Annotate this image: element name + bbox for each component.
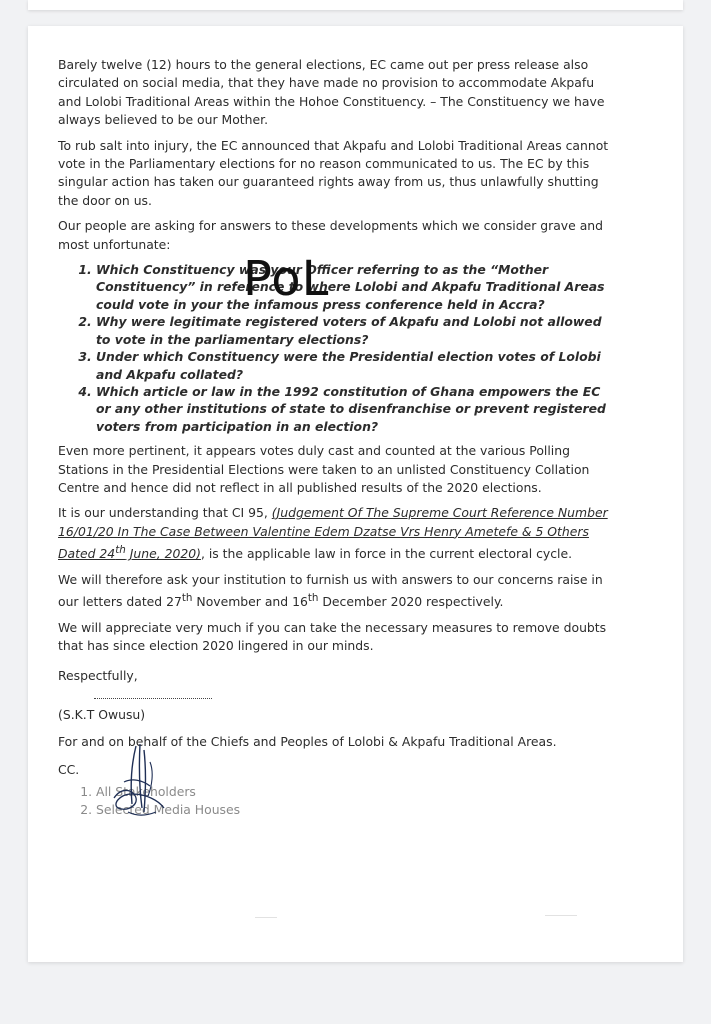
question-item: 4. Which article or law in the 1992 constitution of Ghana empowers the EC or any other institutions of state to disenfranchise or prevent registered voters from participation in an election? [96, 383, 610, 435]
paragraph-collation: Even more pertinent, it appears votes duly cast and counted at the various Polling Stations in the Presidential Elections were taken to an unlisted Constituency Collation Centre and hence did not reflect in all published results of the 2020 elections. [58, 443, 590, 495]
pol-watermark: PoL [243, 251, 330, 307]
paragraph-press-release: Barely twelve (12) hours to the general elections, EC came out per press release also circulated on social media, that they have made no provision to accommodate Akpafu and Lolobi Traditional Areas within the Hohoe Constituency. – The Constituency we have always believed to be our Mother. [58, 57, 605, 128]
signatory-name: (S.K.T Owusu) [58, 706, 146, 722]
question-item: 1. Which Constituency was your Officer referring to as the “Mother Constituency” in reference to where Lolobi and Akpafu Traditional Areas could vote in your the infamous press conference held in Accra? [96, 261, 610, 313]
handwritten-signature [106, 742, 168, 820]
paragraph-furnish-answers: We will therefore ask your institution to furnish us with answers to our concerns raise in our letters dated 27th November and 16th December 2020 respectively. [58, 571, 603, 610]
court-reference: (Judgement Of The Supreme Court Reference Number 16/01/20 In The Case Between Valentine Edem Dzatse Vrs Henry Ametefe & 5 Others Dated 24th June, 2020) [58, 505, 608, 562]
cc-item: 1. All Stakeholders [96, 783, 610, 801]
question-item: 2. Why were legitimate registered voters of Akpafu and Lolobi not allowed to vote in the parliamentary elections? [96, 313, 610, 348]
closing: Respectfully, [58, 668, 138, 684]
signature-line [94, 686, 610, 698]
paragraph-parliamentary-vote: To rub salt into injury, the EC announced that Akpafu and Lolobi Traditional Areas cannot vote in the Parliamentary elections for no reason communicated to us. The EC by this singular action has taken our guaranteed rights away from us, thus unlawfully shutting the door on us. [58, 137, 609, 208]
paragraph-ci95: It is our understanding that CI 95, (Judgement Of The Supreme Court Reference Number 16/01/20 In The Case Between Valentine Edem Dzatse Vrs Henry Ametefe & 5 Others Dated 24th June, 2020), is the applicable law in force in the current electoral cycle. [58, 505, 608, 562]
letter-body [58, 56, 610, 818]
paragraph-appreciation: We will appreciate very much if you can take the necessary measures to remove doubts that has since election 2020 lingered in our minds. [58, 619, 607, 654]
previous-page-edge [28, 0, 683, 10]
questions-list [58, 261, 610, 435]
cc-item: 2. Selected Media Houses [96, 801, 610, 819]
cc-label: CC. [58, 761, 80, 777]
faded-mark [545, 915, 577, 916]
on-behalf-line: For and on behalf of the Chiefs and Peoples of Lolobi & Akpafu Traditional Areas. [58, 734, 557, 750]
paragraph-questions-intro: Our people are asking for answers to these developments which we consider grave and most unfortunate: [58, 218, 604, 252]
faded-mark [255, 917, 277, 918]
question-item: 3. Under which Constituency were the Presidential election votes of Lolobi and Akpafu collated? [96, 348, 610, 383]
